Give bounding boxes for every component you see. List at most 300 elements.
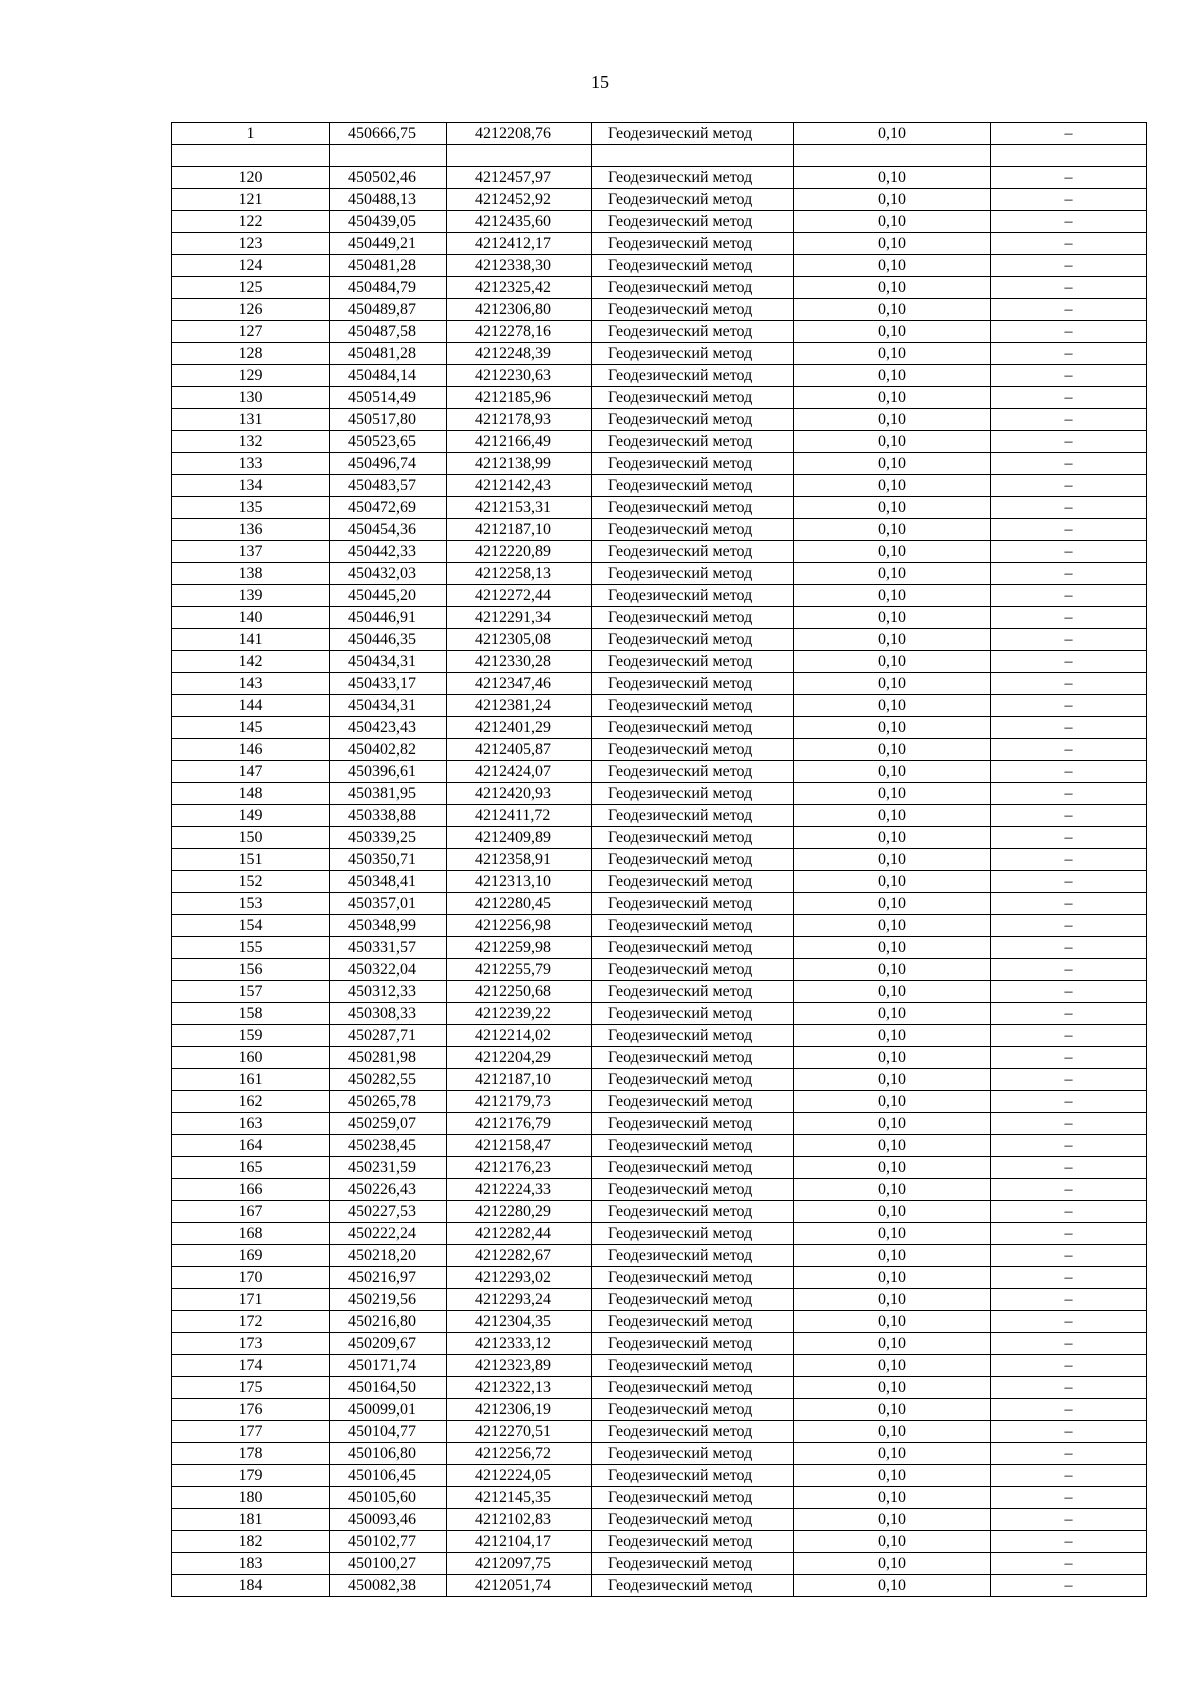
y-coordinate-cell: 4212102,83: [447, 1509, 592, 1531]
x-coordinate-cell: 450226,43: [330, 1179, 447, 1201]
y-coordinate-cell: 4212282,67: [447, 1245, 592, 1267]
table-row: [172, 1311, 1147, 1333]
method-cell: Геодезический метод: [592, 299, 794, 321]
y-coordinate-cell: 4212306,80: [447, 299, 592, 321]
method-cell: Геодезический метод: [592, 255, 794, 277]
accuracy-cell: 0,10: [794, 1245, 991, 1267]
method-cell: Геодезический метод: [592, 607, 794, 629]
table-row: [172, 805, 1147, 827]
x-coordinate-cell: 450102,77: [330, 1531, 447, 1553]
note-cell: –: [991, 1157, 1147, 1179]
x-coordinate-cell: 450287,71: [330, 1025, 447, 1047]
note-cell: –: [991, 1047, 1147, 1069]
note-cell: –: [991, 629, 1147, 651]
note-cell: –: [991, 1487, 1147, 1509]
method-cell: Геодезический метод: [592, 563, 794, 585]
point-number-cell: 128: [172, 343, 330, 365]
note-cell: –: [991, 651, 1147, 673]
table-row: [172, 1201, 1147, 1223]
table-row: [172, 607, 1147, 629]
x-coordinate-cell: 450432,03: [330, 563, 447, 585]
x-coordinate-cell: 450489,87: [330, 299, 447, 321]
point-number-cell: 127: [172, 321, 330, 343]
table-row: [172, 827, 1147, 849]
note-cell: –: [991, 453, 1147, 475]
method-cell: Геодезический метод: [592, 849, 794, 871]
method-cell: Геодезический метод: [592, 519, 794, 541]
x-coordinate-cell: 450281,98: [330, 1047, 447, 1069]
method-cell: Геодезический метод: [592, 1003, 794, 1025]
method-cell: Геодезический метод: [592, 1025, 794, 1047]
y-coordinate-cell: 4212358,91: [447, 849, 592, 871]
x-coordinate-cell: 450106,80: [330, 1443, 447, 1465]
accuracy-cell: 0,10: [794, 629, 991, 651]
note-cell: –: [991, 673, 1147, 695]
y-coordinate-cell: 4212250,68: [447, 981, 592, 1003]
table-row: [172, 365, 1147, 387]
note-cell: –: [991, 431, 1147, 453]
method-cell: Геодезический метод: [592, 1179, 794, 1201]
table-row: [172, 651, 1147, 673]
accuracy-cell: 0,10: [794, 1025, 991, 1047]
point-number-cell: 164: [172, 1135, 330, 1157]
y-coordinate-cell: 4212405,87: [447, 739, 592, 761]
x-coordinate-cell: 450357,01: [330, 893, 447, 915]
note-cell: –: [991, 1069, 1147, 1091]
accuracy-cell: 0,10: [794, 519, 991, 541]
accuracy-cell: 0,10: [794, 827, 991, 849]
table-row: [172, 915, 1147, 937]
x-coordinate-cell: 450308,33: [330, 1003, 447, 1025]
point-number-cell: 136: [172, 519, 330, 541]
point-number-cell: 161: [172, 1069, 330, 1091]
note-cell: –: [991, 783, 1147, 805]
accuracy-cell: 0,10: [794, 849, 991, 871]
table-row: [172, 695, 1147, 717]
point-number-cell: 163: [172, 1113, 330, 1135]
note-cell: –: [991, 915, 1147, 937]
note-cell: –: [991, 519, 1147, 541]
y-coordinate-cell: 4212248,39: [447, 343, 592, 365]
x-coordinate-cell: 450227,53: [330, 1201, 447, 1223]
method-cell: Геодезический метод: [592, 1223, 794, 1245]
note-cell: –: [991, 827, 1147, 849]
x-coordinate-cell: 450209,67: [330, 1333, 447, 1355]
y-coordinate-cell: 4212306,19: [447, 1399, 592, 1421]
method-cell: Геодезический метод: [592, 211, 794, 233]
point-number-cell: 152: [172, 871, 330, 893]
x-coordinate-cell: 450265,78: [330, 1091, 447, 1113]
x-coordinate-cell: 450666,75: [330, 123, 447, 145]
point-number-cell: 153: [172, 893, 330, 915]
accuracy-cell: 0,10: [794, 497, 991, 519]
table-row: [172, 189, 1147, 211]
note-cell: –: [991, 585, 1147, 607]
method-cell: Геодезический метод: [592, 717, 794, 739]
point-number-cell: 140: [172, 607, 330, 629]
point-number-cell: 149: [172, 805, 330, 827]
y-coordinate-cell: 4212435,60: [447, 211, 592, 233]
method-cell: Геодезический метод: [592, 123, 794, 145]
table-row: [172, 1509, 1147, 1531]
note-cell: –: [991, 1531, 1147, 1553]
y-coordinate-cell: 4212256,72: [447, 1443, 592, 1465]
note-cell: –: [991, 1333, 1147, 1355]
note-cell: –: [991, 189, 1147, 211]
point-number-cell: 147: [172, 761, 330, 783]
method-cell: Геодезический метод: [592, 871, 794, 893]
y-coordinate-cell: 4212051,74: [447, 1575, 592, 1597]
page-number: 15: [591, 72, 609, 92]
x-coordinate-cell: 450396,61: [330, 761, 447, 783]
method-cell: Геодезический метод: [592, 1311, 794, 1333]
method-cell: Геодезический метод: [592, 1135, 794, 1157]
accuracy-cell: 0,10: [794, 255, 991, 277]
point-number-cell: 130: [172, 387, 330, 409]
method-cell: Геодезический метод: [592, 1069, 794, 1091]
point-number-cell: 1: [172, 123, 330, 145]
x-coordinate-cell: 450338,88: [330, 805, 447, 827]
point-number-cell: 151: [172, 849, 330, 871]
point-number-cell: 162: [172, 1091, 330, 1113]
table-row: [172, 277, 1147, 299]
method-cell: Геодезический метод: [592, 783, 794, 805]
method-cell: Геодезический метод: [592, 365, 794, 387]
y-coordinate-cell: 4212187,10: [447, 1069, 592, 1091]
y-coordinate-cell: 4212272,44: [447, 585, 592, 607]
x-coordinate-cell: 450484,14: [330, 365, 447, 387]
accuracy-cell: 0,10: [794, 1069, 991, 1091]
x-coordinate-cell: 450282,55: [330, 1069, 447, 1091]
y-coordinate-cell: 4212304,35: [447, 1311, 592, 1333]
table-row: [172, 1003, 1147, 1025]
note-cell: –: [991, 563, 1147, 585]
y-coordinate-cell: 4212258,13: [447, 563, 592, 585]
method-cell: Геодезический метод: [592, 409, 794, 431]
x-coordinate-cell: [330, 145, 447, 167]
point-number-cell: 150: [172, 827, 330, 849]
y-coordinate-cell: 4212323,89: [447, 1355, 592, 1377]
point-number-cell: 129: [172, 365, 330, 387]
x-coordinate-cell: 450433,17: [330, 673, 447, 695]
table-row: [172, 255, 1147, 277]
note-cell: –: [991, 1179, 1147, 1201]
y-coordinate-cell: 4212280,45: [447, 893, 592, 915]
note-cell: –: [991, 1091, 1147, 1113]
point-number-cell: 173: [172, 1333, 330, 1355]
table-row: [172, 1069, 1147, 1091]
x-coordinate-cell: 450312,33: [330, 981, 447, 1003]
x-coordinate-cell: 450218,20: [330, 1245, 447, 1267]
x-coordinate-cell: 450106,45: [330, 1465, 447, 1487]
y-coordinate-cell: 4212381,24: [447, 695, 592, 717]
note-cell: [991, 145, 1147, 167]
point-number-cell: 141: [172, 629, 330, 651]
table-row: [172, 475, 1147, 497]
accuracy-cell: 0,10: [794, 1201, 991, 1223]
table-row: [172, 1399, 1147, 1421]
y-coordinate-cell: 4212305,08: [447, 629, 592, 651]
table-row: [172, 1487, 1147, 1509]
x-coordinate-cell: 450434,31: [330, 651, 447, 673]
accuracy-cell: 0,10: [794, 585, 991, 607]
method-cell: Геодезический метод: [592, 893, 794, 915]
table-row: [172, 563, 1147, 585]
x-coordinate-cell: 450496,74: [330, 453, 447, 475]
table-row: [172, 1465, 1147, 1487]
note-cell: –: [991, 255, 1147, 277]
accuracy-cell: 0,10: [794, 387, 991, 409]
method-cell: Геодезический метод: [592, 1509, 794, 1531]
y-coordinate-cell: 4212178,93: [447, 409, 592, 431]
method-cell: Геодезический метод: [592, 277, 794, 299]
table-row: [172, 519, 1147, 541]
accuracy-cell: 0,10: [794, 1421, 991, 1443]
note-cell: –: [991, 409, 1147, 431]
note-cell: –: [991, 607, 1147, 629]
method-cell: Геодезический метод: [592, 761, 794, 783]
y-coordinate-cell: 4212179,73: [447, 1091, 592, 1113]
table-row: [172, 1179, 1147, 1201]
accuracy-cell: 0,10: [794, 1003, 991, 1025]
y-coordinate-cell: 4212330,28: [447, 651, 592, 673]
point-number-cell: 183: [172, 1553, 330, 1575]
table-row: [172, 717, 1147, 739]
table-row: [172, 1575, 1147, 1597]
y-coordinate-cell: 4212293,02: [447, 1267, 592, 1289]
method-cell: Геодезический метод: [592, 959, 794, 981]
accuracy-cell: 0,10: [794, 1047, 991, 1069]
table-row: [172, 1113, 1147, 1135]
method-cell: Геодезический метод: [592, 1245, 794, 1267]
point-number-cell: 145: [172, 717, 330, 739]
table-row: [172, 123, 1147, 145]
point-number-cell: 157: [172, 981, 330, 1003]
y-coordinate-cell: 4212338,30: [447, 255, 592, 277]
method-cell: Геодезический метод: [592, 1355, 794, 1377]
note-cell: –: [991, 167, 1147, 189]
note-cell: –: [991, 1355, 1147, 1377]
note-cell: –: [991, 1421, 1147, 1443]
method-cell: Геодезический метод: [592, 651, 794, 673]
x-coordinate-cell: 450104,77: [330, 1421, 447, 1443]
point-number-cell: 182: [172, 1531, 330, 1553]
method-cell: Геодезический метод: [592, 321, 794, 343]
x-coordinate-cell: 450231,59: [330, 1157, 447, 1179]
note-cell: –: [991, 299, 1147, 321]
method-cell: Геодезический метод: [592, 1531, 794, 1553]
note-cell: –: [991, 1245, 1147, 1267]
method-cell: Геодезический метод: [592, 1399, 794, 1421]
accuracy-cell: 0,10: [794, 871, 991, 893]
point-number-cell: 154: [172, 915, 330, 937]
table-row: [172, 1091, 1147, 1113]
table-row: [172, 1531, 1147, 1553]
method-cell: Геодезический метод: [592, 453, 794, 475]
table-row: [172, 739, 1147, 761]
accuracy-cell: 0,10: [794, 607, 991, 629]
method-cell: Геодезический метод: [592, 1553, 794, 1575]
y-coordinate-cell: 4212153,31: [447, 497, 592, 519]
table-row: [172, 959, 1147, 981]
x-coordinate-cell: 450381,95: [330, 783, 447, 805]
note-cell: –: [991, 937, 1147, 959]
accuracy-cell: 0,10: [794, 563, 991, 585]
table-row: [172, 871, 1147, 893]
accuracy-cell: 0,10: [794, 1531, 991, 1553]
accuracy-cell: 0,10: [794, 123, 991, 145]
method-cell: Геодезический метод: [592, 1377, 794, 1399]
point-number-cell: 142: [172, 651, 330, 673]
table-row: [172, 1377, 1147, 1399]
x-coordinate-cell: 450216,80: [330, 1311, 447, 1333]
y-coordinate-cell: 4212411,72: [447, 805, 592, 827]
point-number-cell: 123: [172, 233, 330, 255]
y-coordinate-cell: 4212104,17: [447, 1531, 592, 1553]
accuracy-cell: 0,10: [794, 277, 991, 299]
y-coordinate-cell: 4212185,96: [447, 387, 592, 409]
method-cell: Геодезический метод: [592, 1157, 794, 1179]
point-number-cell: 132: [172, 431, 330, 453]
point-number-cell: [172, 145, 330, 167]
method-cell: Геодезический метод: [592, 1465, 794, 1487]
accuracy-cell: 0,10: [794, 1091, 991, 1113]
method-cell: Геодезический метод: [592, 189, 794, 211]
x-coordinate-cell: 450100,27: [330, 1553, 447, 1575]
y-coordinate-cell: 4212256,98: [447, 915, 592, 937]
accuracy-cell: 0,10: [794, 1377, 991, 1399]
point-number-cell: 134: [172, 475, 330, 497]
accuracy-cell: 0,10: [794, 343, 991, 365]
point-number-cell: 137: [172, 541, 330, 563]
coordinates-table-body: [172, 123, 1147, 1597]
y-coordinate-cell: 4212208,76: [447, 123, 592, 145]
table-row: [172, 893, 1147, 915]
accuracy-cell: 0,10: [794, 893, 991, 915]
point-number-cell: 156: [172, 959, 330, 981]
y-coordinate-cell: 4212282,44: [447, 1223, 592, 1245]
point-number-cell: 160: [172, 1047, 330, 1069]
method-cell: Геодезический метод: [592, 673, 794, 695]
table-row: [172, 145, 1147, 167]
y-coordinate-cell: 4212420,93: [447, 783, 592, 805]
table-row: [172, 233, 1147, 255]
y-coordinate-cell: 4212322,13: [447, 1377, 592, 1399]
accuracy-cell: 0,10: [794, 365, 991, 387]
method-cell: Геодезический метод: [592, 981, 794, 1003]
table-row: [172, 1267, 1147, 1289]
x-coordinate-cell: 450502,46: [330, 167, 447, 189]
table-row: [172, 1025, 1147, 1047]
x-coordinate-cell: 450216,97: [330, 1267, 447, 1289]
table-row: [172, 673, 1147, 695]
table-row: [172, 453, 1147, 475]
point-number-cell: 133: [172, 453, 330, 475]
y-coordinate-cell: 4212313,10: [447, 871, 592, 893]
point-number-cell: 135: [172, 497, 330, 519]
point-number-cell: 120: [172, 167, 330, 189]
note-cell: –: [991, 739, 1147, 761]
note-cell: –: [991, 1025, 1147, 1047]
note-cell: –: [991, 1575, 1147, 1597]
x-coordinate-cell: 450348,41: [330, 871, 447, 893]
y-coordinate-cell: 4212325,42: [447, 277, 592, 299]
method-cell: Геодезический метод: [592, 1487, 794, 1509]
x-coordinate-cell: 450164,50: [330, 1377, 447, 1399]
y-coordinate-cell: 4212255,79: [447, 959, 592, 981]
accuracy-cell: 0,10: [794, 695, 991, 717]
accuracy-cell: 0,10: [794, 189, 991, 211]
point-number-cell: 148: [172, 783, 330, 805]
table-row: [172, 497, 1147, 519]
table-row: [172, 211, 1147, 233]
accuracy-cell: 0,10: [794, 761, 991, 783]
y-coordinate-cell: 4212224,05: [447, 1465, 592, 1487]
y-coordinate-cell: 4212239,22: [447, 1003, 592, 1025]
accuracy-cell: 0,10: [794, 1113, 991, 1135]
accuracy-cell: 0,10: [794, 409, 991, 431]
note-cell: –: [991, 343, 1147, 365]
x-coordinate-cell: 450219,56: [330, 1289, 447, 1311]
table-row: [172, 1355, 1147, 1377]
point-number-cell: 122: [172, 211, 330, 233]
y-coordinate-cell: 4212166,49: [447, 431, 592, 453]
accuracy-cell: 0,10: [794, 167, 991, 189]
table-row: [172, 849, 1147, 871]
y-coordinate-cell: 4212220,89: [447, 541, 592, 563]
x-coordinate-cell: 450446,91: [330, 607, 447, 629]
table-row: [172, 299, 1147, 321]
accuracy-cell: 0,10: [794, 981, 991, 1003]
x-coordinate-cell: 450339,25: [330, 827, 447, 849]
method-cell: Геодезический метод: [592, 827, 794, 849]
table-row: [172, 1553, 1147, 1575]
method-cell: Геодезический метод: [592, 739, 794, 761]
point-number-cell: 184: [172, 1575, 330, 1597]
note-cell: –: [991, 893, 1147, 915]
x-coordinate-cell: 450402,82: [330, 739, 447, 761]
table-row: [172, 761, 1147, 783]
table-row: [172, 1223, 1147, 1245]
table-row: [172, 167, 1147, 189]
method-cell: Геодезический метод: [592, 387, 794, 409]
accuracy-cell: 0,10: [794, 1311, 991, 1333]
point-number-cell: 176: [172, 1399, 330, 1421]
accuracy-cell: 0,10: [794, 321, 991, 343]
point-number-cell: 121: [172, 189, 330, 211]
table-row: [172, 1289, 1147, 1311]
y-coordinate-cell: 4212457,97: [447, 167, 592, 189]
note-cell: –: [991, 717, 1147, 739]
x-coordinate-cell: 450481,28: [330, 255, 447, 277]
point-number-cell: 125: [172, 277, 330, 299]
y-coordinate-cell: 4212142,43: [447, 475, 592, 497]
method-cell: Геодезический метод: [592, 1333, 794, 1355]
table-row: [172, 585, 1147, 607]
x-coordinate-cell: 450481,28: [330, 343, 447, 365]
y-coordinate-cell: 4212187,10: [447, 519, 592, 541]
point-number-cell: 168: [172, 1223, 330, 1245]
accuracy-cell: 0,10: [794, 453, 991, 475]
method-cell: Геодезический метод: [592, 1091, 794, 1113]
point-number-cell: 172: [172, 1311, 330, 1333]
accuracy-cell: 0,10: [794, 915, 991, 937]
point-number-cell: 180: [172, 1487, 330, 1509]
method-cell: Геодезический метод: [592, 629, 794, 651]
point-number-cell: 181: [172, 1509, 330, 1531]
coordinates-table: [171, 122, 1147, 1597]
method-cell: Геодезический метод: [592, 1201, 794, 1223]
